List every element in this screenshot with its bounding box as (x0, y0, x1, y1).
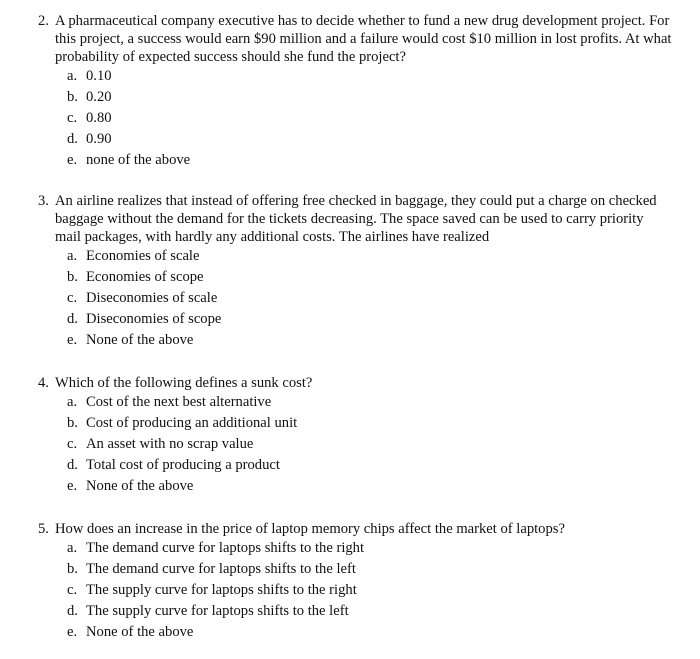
option-letter: d. (67, 311, 78, 327)
option-letter: e. (67, 332, 78, 348)
option-letter: b. (67, 89, 78, 105)
option-text: The supply curve for laptops shifts to the right (86, 582, 357, 598)
answer-options (0, 246, 700, 351)
option-e[interactable] (0, 622, 700, 643)
option-letter: e. (67, 624, 78, 640)
option-c[interactable] (0, 434, 700, 455)
option-e[interactable] (0, 476, 700, 497)
question-text: An airline realizes that instead of offering free checked in baggage, they could put a charge on checked baggage without the demand for the tickets decreasing. The space saved can be used to carry priority mail packages, with hardly any additional costs. The airlines have realized (55, 193, 657, 245)
option-letter: a. (67, 68, 78, 84)
question-number: 2. (38, 13, 49, 29)
option-text: The demand curve for laptops shifts to the left (86, 561, 356, 577)
option-letter: b. (67, 561, 78, 577)
option-e[interactable] (0, 330, 700, 351)
option-text: 0.80 (86, 110, 112, 126)
option-text: 0.20 (86, 89, 112, 105)
option-b[interactable] (0, 87, 700, 108)
question-stem (0, 520, 700, 538)
option-d[interactable] (0, 601, 700, 622)
question-text: How does an increase in the price of laptop memory chips affect the market of laptops? (55, 521, 565, 537)
question-5 (0, 520, 700, 643)
option-d[interactable] (0, 455, 700, 476)
question-3 (0, 192, 700, 351)
option-letter: b. (67, 415, 78, 431)
question-stem (0, 192, 700, 246)
option-text: 0.10 (86, 68, 112, 84)
option-d[interactable] (0, 129, 700, 150)
option-b[interactable] (0, 559, 700, 580)
option-letter: c. (67, 436, 78, 452)
option-text: None of the above (86, 332, 194, 348)
option-c[interactable] (0, 580, 700, 601)
option-text: Economies of scope (86, 269, 204, 285)
option-text: None of the above (86, 624, 194, 640)
option-text: 0.90 (86, 131, 112, 147)
question-stem (0, 374, 700, 392)
option-letter: e. (67, 478, 78, 494)
option-text: Total cost of producing a product (86, 457, 280, 473)
option-text: None of the above (86, 478, 194, 494)
option-letter: a. (67, 540, 78, 556)
option-a[interactable] (0, 392, 700, 413)
option-a[interactable] (0, 538, 700, 559)
question-text: Which of the following defines a sunk cost? (55, 375, 313, 391)
option-text: Economies of scale (86, 248, 200, 264)
option-letter: d. (67, 131, 78, 147)
option-letter: d. (67, 603, 78, 619)
option-e[interactable] (0, 150, 700, 171)
question-text: A pharmaceutical company executive has to decide whether to fund a new drug development project. For this project, a success would earn $90 million and a failure would cost $10 million in lost profits. At what probability of expected success should she fund the project? (55, 13, 672, 65)
option-letter: a. (67, 394, 78, 410)
option-letter: c. (67, 582, 78, 598)
option-text: The supply curve for laptops shifts to the left (86, 603, 349, 619)
option-c[interactable] (0, 108, 700, 129)
question-number: 4. (38, 375, 49, 391)
option-b[interactable] (0, 413, 700, 434)
option-text: An asset with no scrap value (86, 436, 254, 452)
option-a[interactable] (0, 66, 700, 87)
option-text: Diseconomies of scale (86, 290, 218, 306)
question-4 (0, 374, 700, 497)
option-text: Cost of the next best alternative (86, 394, 272, 410)
answer-options (0, 66, 700, 171)
option-letter: b. (67, 269, 78, 285)
option-letter: c. (67, 110, 78, 126)
option-text: The demand curve for laptops shifts to the right (86, 540, 365, 556)
option-c[interactable] (0, 288, 700, 309)
option-a[interactable] (0, 246, 700, 267)
option-b[interactable] (0, 267, 700, 288)
question-number: 5. (38, 521, 49, 537)
option-text: Cost of producing an additional unit (86, 415, 298, 431)
option-text: Diseconomies of scope (86, 311, 222, 327)
option-d[interactable] (0, 309, 700, 330)
option-letter: e. (67, 152, 78, 168)
answer-options (0, 538, 700, 643)
option-letter: a. (67, 248, 78, 264)
question-2 (0, 12, 700, 171)
answer-options (0, 392, 700, 497)
option-text: none of the above (86, 152, 191, 168)
question-stem (0, 12, 700, 66)
question-number: 3. (38, 193, 49, 209)
option-letter: c. (67, 290, 78, 306)
option-letter: d. (67, 457, 78, 473)
